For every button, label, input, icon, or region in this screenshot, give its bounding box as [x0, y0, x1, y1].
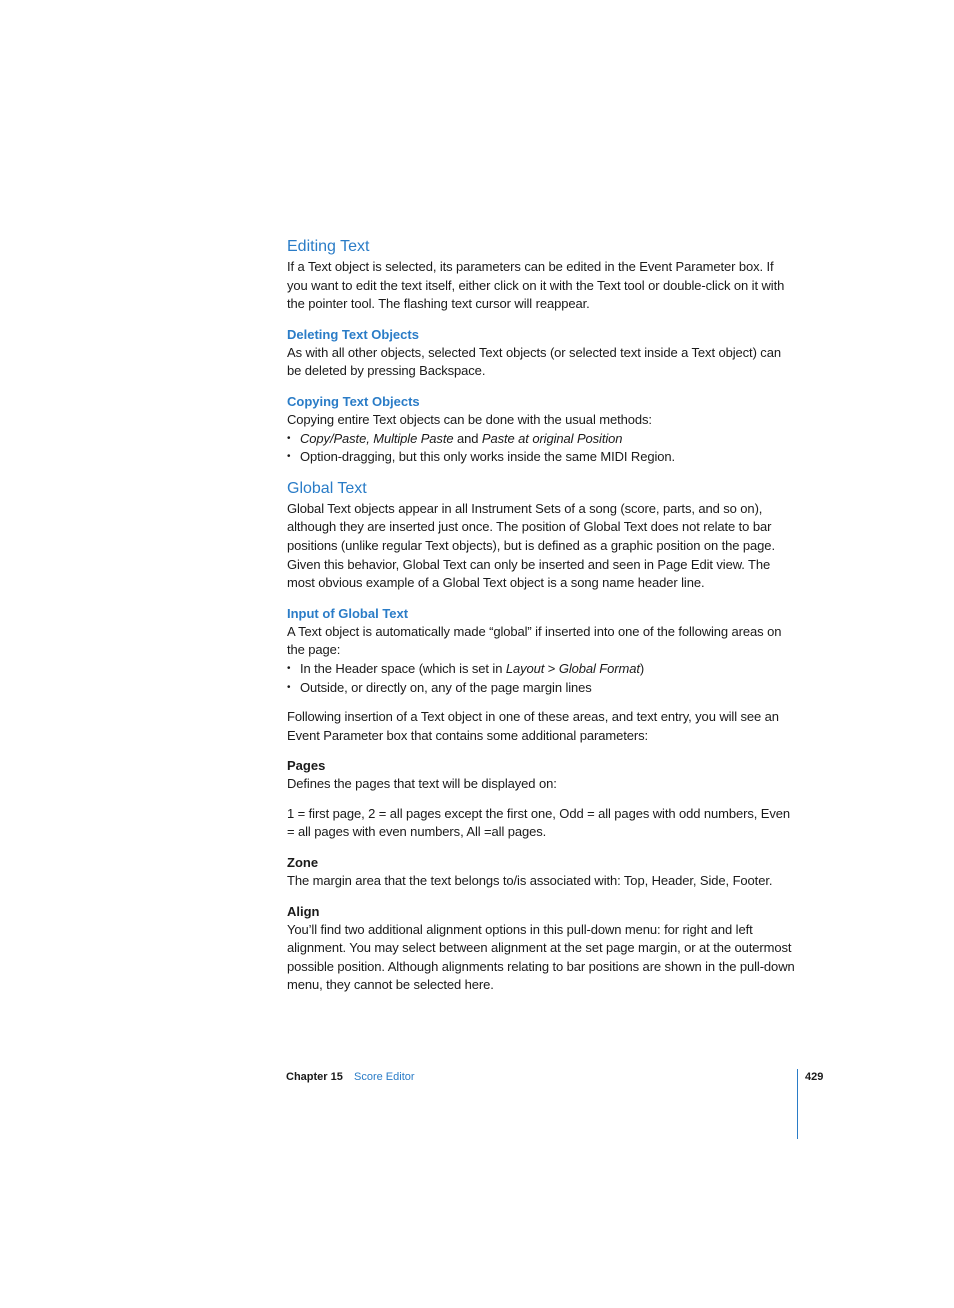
- zone-paragraph: The margin area that the text belongs to/is associated with: Top, Header, Side, Footer.: [287, 873, 773, 889]
- copying-methods-list: [287, 430, 797, 467]
- list-item-text: ): [639, 660, 645, 676]
- copying-text-objects-intro: Copying entire Text objects can be done with the usual methods:: [287, 411, 652, 427]
- deleting-text-objects-paragraph: As with all other objects, selected Text objects (or selected text inside a Text object) can be deleted by pressing Backspace.: [287, 344, 781, 379]
- global-areas-list: [287, 660, 797, 697]
- deleting-text-objects-heading: Deleting Text Objects: [287, 326, 419, 342]
- pages-values-paragraph: 1 = first page, 2 = all pages except the first one, Odd = all pages with odd numbers, Even = all pages with even numbers, All =all pages.: [287, 805, 791, 840]
- list-item: [287, 430, 797, 449]
- list-item: [287, 660, 797, 679]
- page-number: 429: [805, 1071, 824, 1083]
- editing-text-heading: Editing Text: [287, 238, 370, 255]
- list-item-text: In the Header space (which is set in: [300, 660, 506, 676]
- align-heading: Align: [287, 903, 320, 919]
- pages-paragraph: Defines the pages that text will be displayed on:: [287, 776, 557, 792]
- footer-divider: [797, 1069, 798, 1139]
- input-of-global-text-intro: A Text object is automatically made “global” if inserted into one of the following areas on the page:: [287, 623, 782, 658]
- editing-text-paragraph: If a Text object is selected, its parameters can be edited in the Event Parameter box. If you want to edit the text itself, either click on it with the Text tool or double-click on it with the pointer tool. The flashing text cursor will reappear.: [287, 259, 785, 312]
- global-format-term: Global Format: [558, 660, 640, 676]
- paste-original-term: Paste at original Position: [481, 430, 623, 446]
- list-item-text: >: [544, 660, 559, 676]
- layout-term: Layout: [505, 660, 545, 676]
- chapter-title-link[interactable]: Score Editor: [354, 1071, 415, 1083]
- page-footer: [286, 1071, 826, 1087]
- pages-heading: Pages: [287, 758, 326, 774]
- page-content: [287, 236, 797, 995]
- global-text-paragraph: Global Text objects appear in all Instrument Sets of a song (score, parts, and so on), although they are inserted just once. The position of Global Text does not relate to bar positions (unlike regular Text objects), but is defined as a graphic position on the page. Given this behavior, Global Text can only be inserted and seen in Page Edit view. The most obvious example of a Global Text object is a song name header line.: [287, 500, 775, 591]
- list-item: • Outside, or directly on, any of the page margin lines: [287, 679, 797, 698]
- chapter-label: Chapter 15: [286, 1071, 343, 1083]
- copying-text-objects-heading: Copying Text Objects: [287, 393, 420, 409]
- copy-paste-term: Copy/Paste, Multiple Paste: [300, 430, 454, 446]
- list-item-text: and: [453, 430, 482, 446]
- global-text-heading: Global Text: [287, 479, 367, 497]
- list-item: • Option-dragging, but this only works inside the same MIDI Region.: [287, 448, 797, 467]
- zone-heading: Zone: [287, 855, 319, 871]
- following-insertion-paragraph: Following insertion of a Text object in one of these areas, and text entry, you will see an Event Parameter box that contains some additional parameters:: [287, 709, 779, 743]
- align-paragraph: You’ll find two additional alignment options in this pull-down menu: for right and left alignment. You may select between alignment at the set page margin, or at the outermost possible position. Although alignments relating to bar positions are shown in the pull-down menu, they cannot be selected here.: [287, 921, 795, 993]
- input-of-global-text-heading: Input of Global Text: [287, 605, 409, 621]
